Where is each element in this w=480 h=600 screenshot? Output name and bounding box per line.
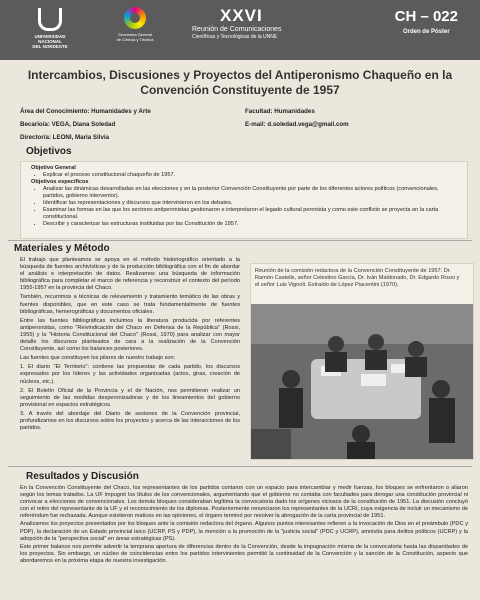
especificos-heading: Objetivos específicos: [31, 179, 89, 185]
meta-director: Director/a: LEONI, María Silvia: [20, 134, 110, 141]
list-item: • Explicar el proceso constitucional chaqueño de 1957.: [43, 172, 457, 179]
meta-email: E-mail: d.soledad.vega@gmail.com: [245, 121, 349, 128]
resultados-text: [20, 485, 468, 566]
poster-order: Orden de Póster: [402, 29, 450, 35]
meta-becario: Becario/a: VEGA, Diana Soledad: [20, 121, 116, 128]
photo-caption: Reunión de la comisión redactora de la Convención Constituyente de 1957: Dr. Ramón Castells, señor Celestino García, Dr. Iván Maldonado, Dr. Edgardo Rossi y el señor Luis Vignoli. Extraído de López Piacentini (1970).: [255, 268, 460, 288]
event-line2: Científicas y Tecnológicas de la UNNE: [192, 34, 278, 40]
poster-title: Intercambios, Discusiones y Proyectos del Antiperonismo Chaqueño en la Convención Constituyente de 1957: [27, 68, 453, 97]
paragraph: El trabajo que planteamos se apoya en el método historiográfico orientado a la búsqueda de fuentes archivísticas y de la producción bibliográfica con el fin de abordar el análisis e interpretación de datos. Realizamos una búsqueda de información bibliográfica para completar el marco de referencia y reconstruir el contexto del período 1955-1957 en la provincia del Chaco.: [20, 257, 240, 292]
event-block: [192, 6, 282, 41]
paragraph: Entre las fuentes bibliográficas incluimos la literatura producida por referentes antiperonistas, como "Reivindicación del Chaco en Defensa de la República" (Rossi, 1955) y la "Historia Constitucional del Chaco" (Rossi, 1970) para analizar con mayor detalle los discursos planteados de cara a la realización de la Convención Constituyente, así como los balances posteriores.: [20, 317, 240, 353]
list-item: • Identificar las representaciones y discursos que intervinieron en los debates.: [43, 200, 457, 207]
paragraph: 3. A través del abordaje del Diario de sesiones de la Convención provincial, profundizamos en los discursos sobre los proyectos y acerca de las interacciones de los partidos.: [20, 410, 240, 432]
unne-emblem-icon: [38, 8, 62, 31]
unne-logo: [30, 8, 70, 49]
list-item: • Analizar las dinámicas desarrolladas en las elecciones y en la posterior Convención Constituyente por parte de los diferentes actores políticos (convencionales, partidos, gobierno interventor).: [43, 186, 457, 200]
paragraph: También, recurrimos a técnicas de relevamiento y tratamiento temático de las obras y fuentes disponibles, que en este caso se trata fundamentalmente de fuentes bibliográficas, hemerográficas y documentos oficiales.: [20, 294, 240, 315]
paragraph: 2. El Boletín Oficial de la Provincia y el de Nación, nos permitieron realizar un seguimiento de las medidas desperonizadoras y de los lineamientos del gobierno provisional en espacios estratégicos.: [20, 387, 240, 408]
paragraph: 1. El diario "El Territorio": contiene las propuestas de cada partido, los discursos expresados por los líderes y las actividades organizadas (actos, giras, creación de núcleos, etc.).: [20, 364, 240, 385]
especificos-list: [31, 186, 457, 228]
event-number: XXVI: [220, 6, 263, 25]
paragraph: Este primer balance nos permite advertir la temprana apertura de diferencias dentro de la Convención, desde la impugnación misma de la convocatoria hasta las disparidades de los proyectos. Sin embargo, un núcleo de coincidencias entre los partidos intervinientes permitió la continuidad de la Convención y la sanción de la Constitución, aspecto que abordaremos en la próxima etapa de nuestra investigación.: [20, 543, 468, 564]
general-heading: Objetivo General: [31, 165, 76, 171]
secretaria-logo: [110, 7, 160, 42]
secretaria-emblem-icon: [124, 7, 146, 29]
paragraph: Analizamos los proyectos presentados por los bloques ante la comisión redactora del órgano. Algunos puntos interesantes refieren a la invocación de Dios en el preámbulo (PDC y PDP), la declaración de un Estado provincial laico (UCRP, PS y PDP), la mención a la promoción de la "justicia social" (PDC y UCRP), amnistía para delitos políticos (UCRP) y la adopción de la "perspectiva social" en áreas estratégicas (PS).: [20, 521, 468, 542]
divider: [8, 240, 472, 241]
materiales-heading: Materiales y Método: [14, 243, 110, 254]
objetivos-heading: Objetivos: [26, 146, 72, 157]
poster-header: [0, 0, 480, 60]
meta-area: Área del Conocimiento: Humanidades y Arte: [20, 108, 151, 115]
materiales-text: [20, 257, 240, 434]
photo-figure: [250, 263, 474, 460]
unne-name: UNIVERSIDAD NACIONAL DEL NORDESTE: [32, 34, 68, 49]
resultados-heading: Resultados y Discusión: [26, 471, 139, 482]
list-item: • Describir y caracterizar las estructuras instituidas por las Constitución de 1957.: [43, 221, 457, 228]
poster-code-block: [395, 8, 458, 35]
divider: [8, 466, 472, 467]
paragraph: Las fuentes que constituyen los pilares de nuestro trabajo son:: [20, 355, 176, 362]
meeting-photo: [251, 304, 473, 459]
objetivos-box: [20, 161, 468, 239]
paragraph: En la Convención Constituyente del Chaco, los representantes de los partidos contaron con un espacio para intercambiar y medir fuerzas, los bloques se enfrentaron o aliaron según los temas tratados. La UF impugnó los títulos de los convencionales, argumentando que el gobierno no contaba con facultades para derogar una constitución provincial ni convocar a elecciones de convencionales. Los demás bloques consideraban legítima la convocatoria dado los orígenes viciosos de la constitución de 1951. La discusión concluyó con el retiro del representante de la UF y el reconocimiento de los diplomas. Posteriormente renunciaron los representantes de la UCRI, cuya exigencia de incluir un mecanismo de referéndum fue rechazada. Aunque existieron matices en las opiniones, el órgano terminó por resolver la abrogación de la carta provincial de 1951.: [20, 485, 468, 520]
general-list: [31, 172, 457, 179]
secretaria-name: Secretaría General de Ciencia y Técnica: [116, 32, 154, 42]
list-item: • Examinar las formas en las que los sectores antiperonistas gestionaron e interpretaron el legado cultural peronista y como este conflicto se proyecta en la carta constitucional.: [43, 207, 457, 221]
meta-facultad: Facultad: Humanidades: [245, 108, 315, 115]
poster-code: CH – 022: [394, 8, 458, 25]
event-line1: Reunión de Comunicaciones: [192, 26, 282, 33]
author-meta: [0, 108, 480, 148]
